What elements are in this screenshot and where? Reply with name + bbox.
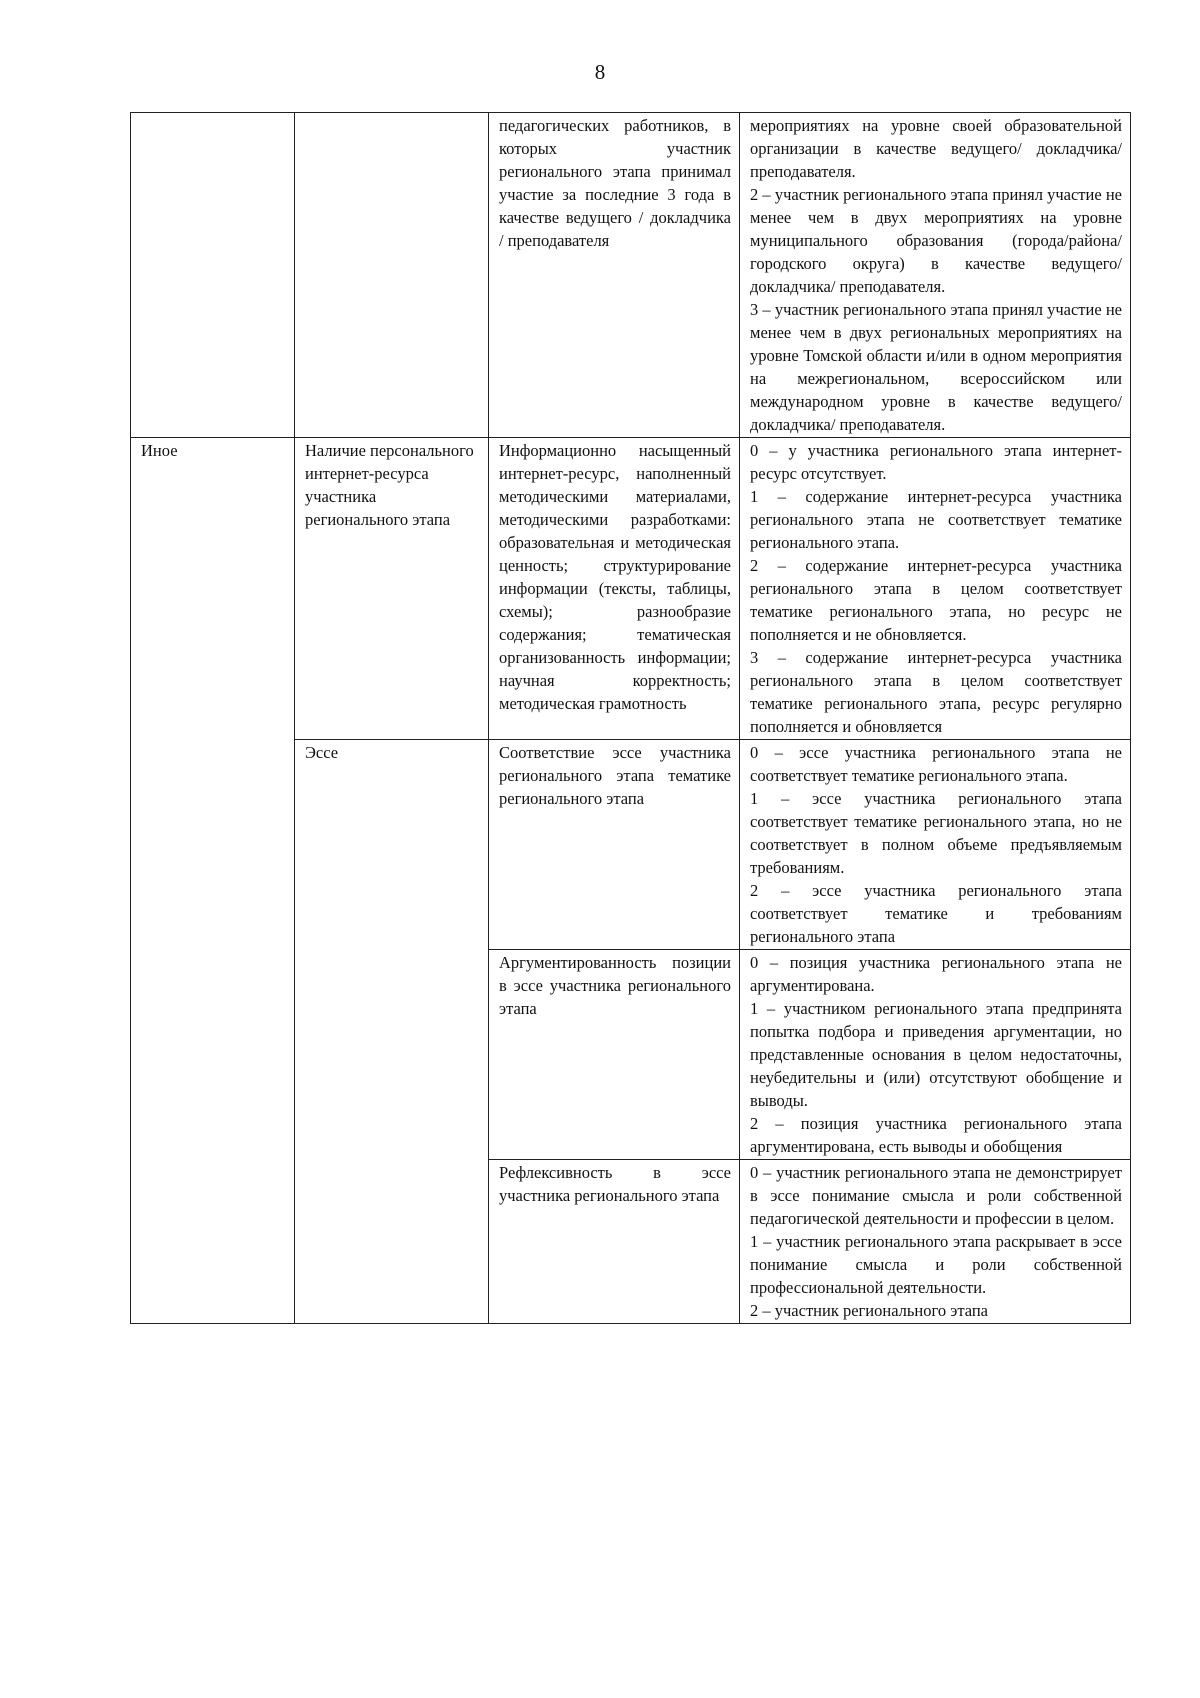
score-text: 0 – позиция участника регионального этапа не аргументирована.	[750, 953, 1122, 995]
score-text: 0 – эссе участника регионального этапа не соответствует тематике регионального этапа.	[750, 743, 1122, 785]
criteria-table	[130, 112, 1131, 1324]
indicator-cell	[489, 438, 740, 740]
score-text: 2 – участник регионального этапа	[750, 1301, 989, 1320]
category-cell	[131, 113, 295, 438]
indicator-text: Рефлексивность в эссе участника регионального этапа	[499, 1163, 731, 1205]
score-text: 3 – содержание интернет-ресурса участника регионального этапа в целом соответствует тематике регионального этапа, ресурс регулярно пополняется и обновляется	[750, 648, 1122, 736]
indicator-text: Аргументированность позиции в эссе участника регионального этапа	[499, 953, 731, 1018]
score-cell	[740, 1160, 1131, 1324]
indicator-cell	[489, 950, 740, 1160]
score-text: 1 – содержание интернет-ресурса участника регионального этапа не соответствует тематике регионального этапа.	[750, 487, 1122, 552]
criterion-cell	[295, 113, 489, 438]
table-row	[131, 438, 1131, 740]
indicator-cell	[489, 740, 740, 950]
criterion-cell: Эссе	[295, 740, 489, 1324]
indicator-text: Соответствие эссе участника регионального этапа тематике регионального этапа	[499, 743, 731, 808]
indicator-cell	[489, 113, 740, 438]
score-text: 1 – участник регионального этапа раскрывает в эссе понимание смысла и роли собственной профессиональной деятельности.	[750, 1232, 1122, 1297]
category-cell: Иное	[131, 438, 295, 1324]
indicator-text: Информационно насыщенный интернет-ресурс, наполненный методическими материалами, методическими разработками: образовательная и методическая ценность; структурирование информации (тексты, таблицы, схемы); разнообразие содержания; тематическая организованность информации; научная корректность; методическая грамотность	[499, 441, 731, 713]
score-text: 0 – у участника регионального этапа интернет-ресурс отсутствует.	[750, 441, 1122, 483]
score-text: 2 – участник регионального этапа принял участие не менее чем в двух мероприятиях на уровне муниципального образования (города/района/городского округа) в качестве ведущего/ докладчика/ преподавателя.	[750, 185, 1122, 296]
score-text: 1 – эссе участника регионального этапа соответствует тематике регионального этапа, но не соответствует в полном объеме предъявляемым требованиям.	[750, 789, 1122, 877]
score-text: 2 – содержание интернет-ресурса участника регионального этапа в целом соответствует тематике регионального этапа, но ресурс не пополняется и не обновляется.	[750, 556, 1122, 644]
score-text: мероприятиях на уровне своей образовательной организации в качестве ведущего/ докладчика/ преподавателя.	[750, 116, 1122, 181]
score-text: 3 – участник регионального этапа принял участие не менее чем в двух региональных мероприятиях на уровне Томской области и/или в одном мероприятия на межрегиональном, всероссийском или международном уровне в качестве ведущего/ докладчика/ преподавателя.	[750, 300, 1122, 434]
score-cell	[740, 950, 1131, 1160]
indicator-text: педагогических работников, в которых участник регионального этапа принимал участие за последние 3 года в качестве ведущего / докладчика / преподавателя	[499, 116, 731, 250]
score-text: 1 – участником регионального этапа предпринята попытка подбора и приведения аргументации, но представленные основания в целом недостаточны, неубедительны и (или) отсутствуют обобщение и выводы.	[750, 999, 1122, 1110]
score-cell	[740, 113, 1131, 438]
indicator-cell	[489, 1160, 740, 1324]
score-text: 0 – участник регионального этапа не демонстрирует в эссе понимание смысла и роли собственной педагогической деятельности и профессии в целом.	[750, 1163, 1122, 1228]
score-cell	[740, 740, 1131, 950]
score-text: 2 – эссе участника регионального этапа соответствует тематике и требованиям регионального этапа	[750, 881, 1122, 946]
page-number: 8	[594, 60, 606, 84]
score-text: 2 – позиция участника регионального этапа аргументирована, есть выводы и обобщения	[750, 1114, 1122, 1156]
table-row	[131, 113, 1131, 438]
score-cell	[740, 438, 1131, 740]
criterion-cell: Наличие персонального интернет-ресурса участника регионального этапа	[295, 438, 489, 740]
